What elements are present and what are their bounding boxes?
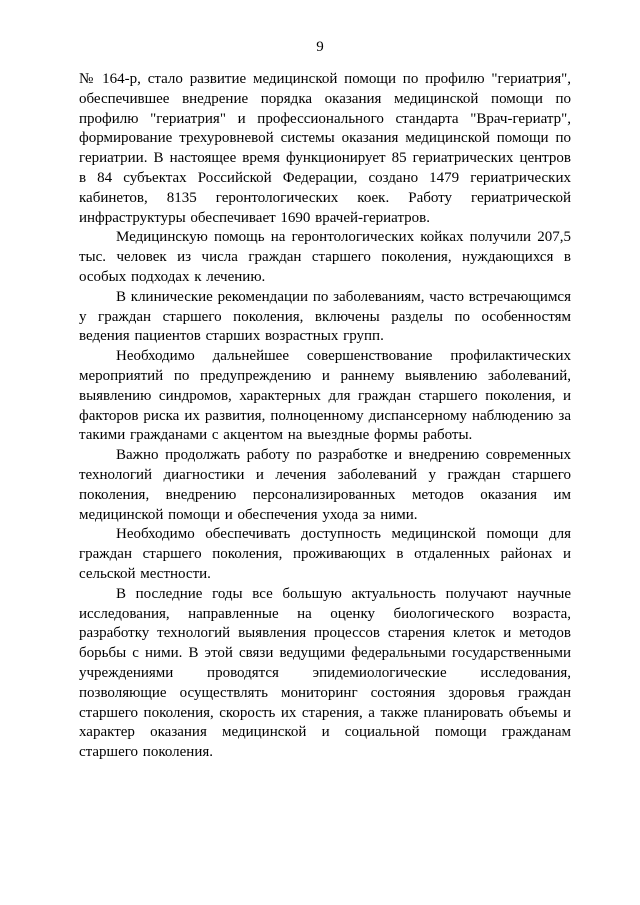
paragraph-gerontological-beds: Медицинскую помощь на геронтологических койках получили 207,5 тыс. человек из числа граждан старшего поколения, нуждающихся в особых подходах к лечению. bbox=[79, 229, 571, 285]
paragraph-preventive-measures: Необходимо дальнейшее совершенствование профилактических мероприятий по предупреждению и раннему выявлению заболеваний, выявлению синдромов, характерных для граждан старшего поколения, и факторов риска их развития, полноценному диспансерному наблюдению за такими гражданами с акцентом на выездные формы работы. bbox=[79, 348, 571, 444]
page-number: 9 bbox=[316, 39, 324, 55]
paragraph-modern-technologies: Важно продолжать работу по разработке и внедрению современных технологий диагностики и лечения заболеваний у граждан старшего поколения, внедрению персонализированных методов оказания им медицинской помощи и обеспечения ухода за ними. bbox=[79, 447, 571, 523]
document-body bbox=[79, 70, 571, 763]
paragraph-clinical-recommendations: В клинические рекомендации по заболеваниям, часто встречающимся у граждан старшего поколения, включены разделы по особенностям ведения пациентов старших возрастных групп. bbox=[79, 288, 571, 345]
paragraph-continuation: № 164-р, стало развитие медицинской помощи по профилю "гериатрия", обеспечившее внедрение порядка оказания медицинской помощи по профилю "гериатрия" и профессионального стандарта "Врач-гериатр", формирование трехуровневой системы оказания медицинской помощи по гериатрии. В настоящее время функционирует 85 гериатрических центров в 84 субъектах Российской Федерации, создано 1479 гериатрических кабинетов, 8135 геронтологических коек. Работу гериатрической инфраструктуры обеспечивает 1690 врачей-гериатров. bbox=[79, 71, 571, 226]
paragraph-accessibility: Необходимо обеспечивать доступность медицинской помощи для граждан старшего поколения, проживающих в отдаленных районах и сельской местности. bbox=[79, 526, 571, 582]
paragraph-scientific-research: В последние годы все большую актуальность получают научные исследования, направленные на оценку биологического возраста, разработку технологий выявления процессов старения клеток и методов борьбы с ними. В этой связи ведущими федеральными государственными учреждениями проводятся эпидемиологические исследования, позволяющие осуществлять мониторинг состояния здоровья граждан старшего поколения, скорость их старения, а также планировать объемы и характер оказания медицинской и социальной помощи гражданам старшего поколения. bbox=[79, 585, 571, 761]
